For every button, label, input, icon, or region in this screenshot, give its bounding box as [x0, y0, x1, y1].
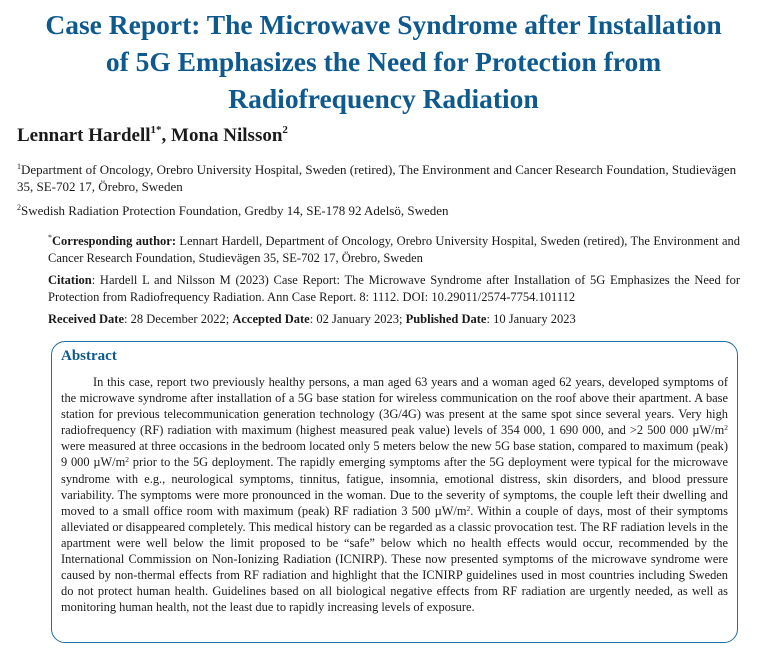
- abstract-text: [61, 374, 728, 615]
- author-list: [17, 124, 288, 148]
- corresponding-text: Lennart Hardell, Department of Oncology, Orebro University Hospital, Sweden (retired), The Environment and Cancer Research Foundation, Studievägen 35, SE-702 17, Örebro, Sweden: [48, 234, 741, 265]
- affiliation-text: Department of Oncology, Orebro University Hospital, Sweden (retired), The Environment and Cancer Research Foundation, Studievägen 35, SE-702 17, Örebro, Sweden: [17, 162, 737, 194]
- affiliation-mark: 2: [17, 203, 21, 212]
- abstract-text-part: In this case, report two previously healthy persons, a man aged 63 years and a woman aged 62 years, developed symptoms of the microwave syndrome after installation of a 5G base station for wireless communication on the roof above their apartment. A base station for previous telecommunication generation technology (3G/4G) was present at the same spot since several years. Very high radiofrequency (RF) radiation with maximum (highest measured peak value) levels of 354 000, 1 690 000, and >2 500 000 µW/m: [61, 375, 728, 438]
- abstract-text-part: were measured at three occasions in the bedroom located only 5 meters below the new 5G base station, compared to maximum (peak) 9 000 µW/m: [61, 439, 728, 470]
- abstract-box: [51, 341, 738, 643]
- published-date: : 10 January 2023: [486, 312, 576, 326]
- author-separator: ,: [161, 125, 172, 146]
- author-affiliation-mark: 2: [282, 124, 288, 136]
- accepted-date: : 02 January 2023;: [309, 312, 406, 326]
- corresponding-author: [48, 233, 740, 266]
- affiliation-2: [17, 202, 743, 219]
- corresponding-mark: *: [48, 233, 52, 242]
- received-date: : 28 December 2022;: [124, 312, 233, 326]
- citation-label: Citation: [48, 273, 92, 287]
- abstract-text-part: . Within a couple of days, most of their symptoms alleviated or disappeared completely. This medical history can be regarded as a classic provocation test. The RF radiation levels in the apartment were well below the limit proposed to be “safe” below which no health effects would occur, recommended by the International Commission on Non-Ionizing Radiation (ICNIRP). These now presented symptoms of the microwave syndrome were caused by non-thermal effects from RF radiation and highlight that the ICNIRP guidelines used in most countries including Sweden do not protect human health. Guidelines based on all biological negative effects from RF radiation are urgently needed, as well as monitoring human health, not the least due to rapidly increasing levels of exposure.: [61, 503, 728, 615]
- unit-superscript: 2: [466, 503, 471, 513]
- article-title: Case Report: The Microwave Syndrome after Installation of 5G Emphasizes the Need for Protection from Radiofrequency Radiation: [45, 9, 722, 114]
- published-label: Published Date: [405, 312, 487, 326]
- affiliation-mark: 1: [17, 162, 21, 171]
- affiliation-1: [17, 161, 743, 195]
- accepted-label: Accepted Date: [232, 312, 310, 326]
- abstract-heading: Abstract: [61, 348, 117, 364]
- abstract-text-part: prior to the 5G deployment. The rapidly emerging symptoms after the 5G deployment were typical for the microwave syndrome with e.g., neurological symptoms, tinnitus, fatigue, insomnia, emotional distress, skin disorders, and blood pressure variability. The symptoms were more pronounced in the woman. Due to the severity of symptoms, the couple left their dwelling and moved to a small office room with maximum (peak) RF radiation 3 500 µW/m: [61, 455, 728, 518]
- corresponding-label: Corresponding author:: [52, 234, 176, 248]
- author-name: Mona Nilsson: [171, 125, 283, 146]
- unit-superscript: 2: [724, 423, 728, 433]
- unit-superscript: 2: [125, 455, 129, 465]
- article-dates: [48, 311, 740, 328]
- received-label: Received Date: [48, 312, 125, 326]
- author-affiliation-mark: 1*: [150, 124, 162, 136]
- author-name: Lennart Hardell: [17, 125, 151, 146]
- citation: [48, 272, 740, 305]
- affiliation-text: Swedish Radiation Protection Foundation, Gredby 14, SE-178 92 Adelsö, Sweden: [21, 203, 449, 218]
- citation-text: : Hardell L and Nilsson M (2023) Case Report: The Microwave Syndrome after Installation of 5G Emphasizes the Need for Protection from Radiofrequency Radiation. Ann Case Report. 8: 1112. DOI: 10.29011/2574-7754.101112: [48, 273, 740, 304]
